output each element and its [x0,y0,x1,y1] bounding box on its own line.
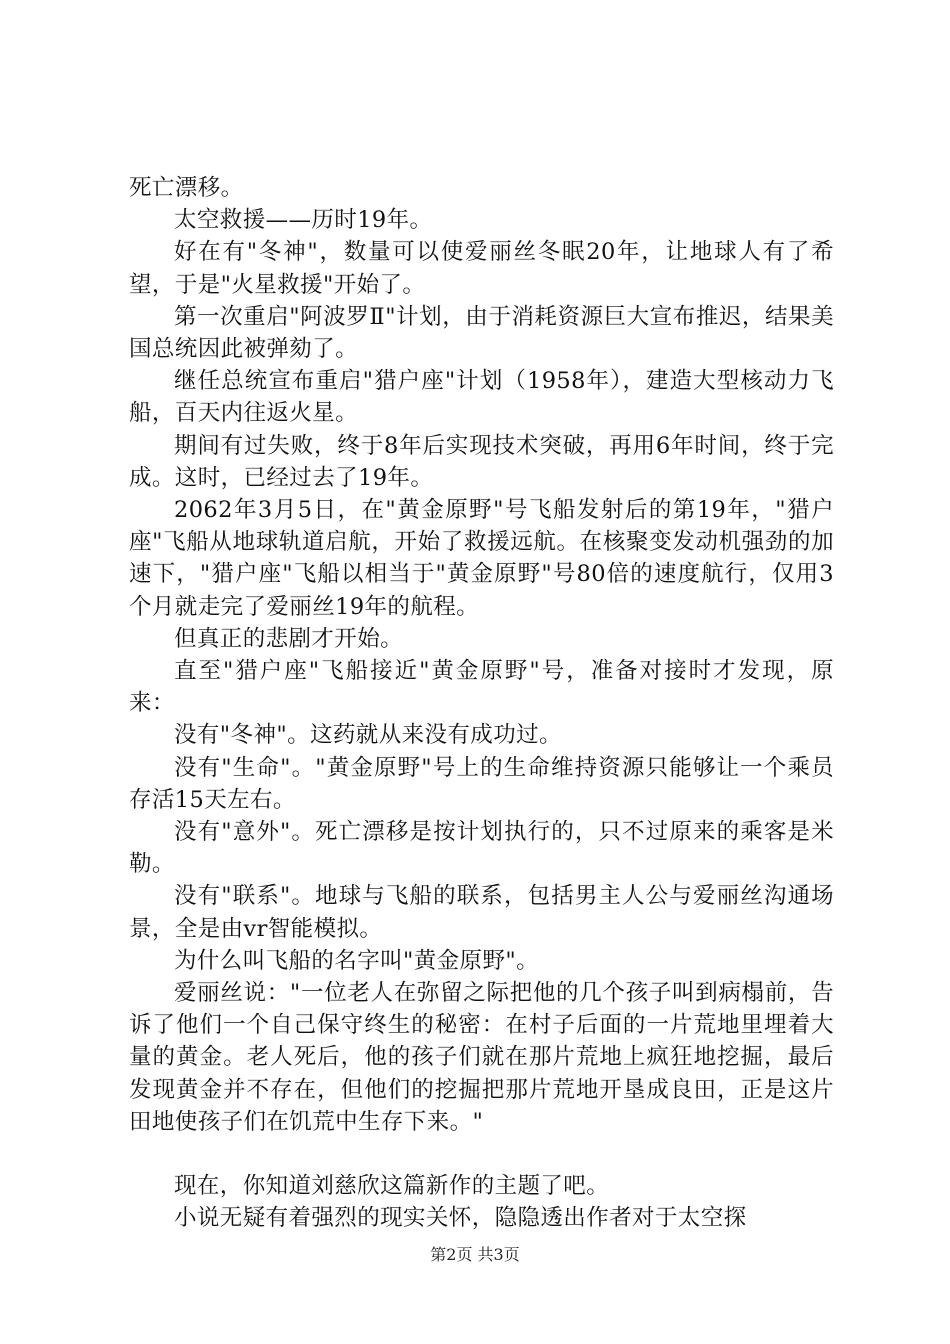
paragraph: 第一次重启"阿波罗Ⅱ"计划，由于消耗资源巨大宣布推迟，结果美国总统因此被弹劾了。 [129,303,834,363]
paragraph: 但真正的悲剧才开始。 [174,625,404,652]
paragraph: 为什么叫飞船的名字叫"黄金原野"。 [174,947,539,974]
paragraph: 太空救援——历时19年。 [174,207,433,234]
paragraph: 期间有过失败，终于8年后实现技术突破，再用6年时间，终于完成。这时，已经过去了19年。 [129,432,834,491]
paragraph: 2062年3月5日，在"黄金原野"号飞船发射后的第19年，"猎户座"飞船从地球轨道启航，开始了救援远航。在核聚变发动机强劲的加速下，"猎户座"飞船以相当于"黄金原野"号80倍的速度航行，仅用3个月就走完了爱丽丝19年的航程。 [129,497,834,620]
paragraph: 爱丽丝说："一位老人在弥留之际把他的几个孩子叫到病榻前，告诉了他们一个自己保守终生的秘密：在村子后面的一片荒地里埋着大量的黄金。老人死后，他的孩子们就在那片荒地上疯狂地挖掘，最后发现黄金并不存在，但他们的挖掘把那片荒地开垦成良田，正是这片田地使孩子们在饥荒中生存下来。" [129,980,834,1135]
body-text [129,172,834,1235]
paragraph: 直至"猎户座"飞船接近"黄金原野"号，准备对接时才发现，原来： [129,658,834,717]
paragraph: 继任总统宣布重启"猎户座"计划（1958年），建造大型核动力飞船，百天内往返火星。 [129,368,834,427]
paragraph: 死亡漂移。 [129,175,244,201]
page-number-label: 第2页 共3页 [430,1245,520,1264]
paragraph: 没有"联系"。地球与飞船的联系，包括男主人公与爱丽丝沟通场景，全是由vr智能模拟。 [129,883,834,942]
paragraph: 小说无疑有着强烈的现实关怀，隐隐透出作者对于太空探 [174,1205,747,1232]
paragraph: 没有"冬神"。这药就从来没有成功过。 [174,722,562,749]
page-footer [0,1245,950,1265]
paragraph-gap [129,1138,834,1170]
paragraph: 好在有"冬神"，数量可以使爱丽丝冬眠20年，让地球人有了希望，于是"火星救援"开始了。 [129,239,834,298]
paragraph: 现在，你知道刘慈欣这篇新作的主题了吧。 [174,1173,610,1200]
paragraph: 没有"生命"。"黄金原野"号上的生命维持资源只能够让一个乘员存活15天左右。 [129,754,834,813]
paragraph: 没有"意外"。死亡漂移是按计划执行的，只不过原来的乘客是米勒。 [129,819,834,878]
